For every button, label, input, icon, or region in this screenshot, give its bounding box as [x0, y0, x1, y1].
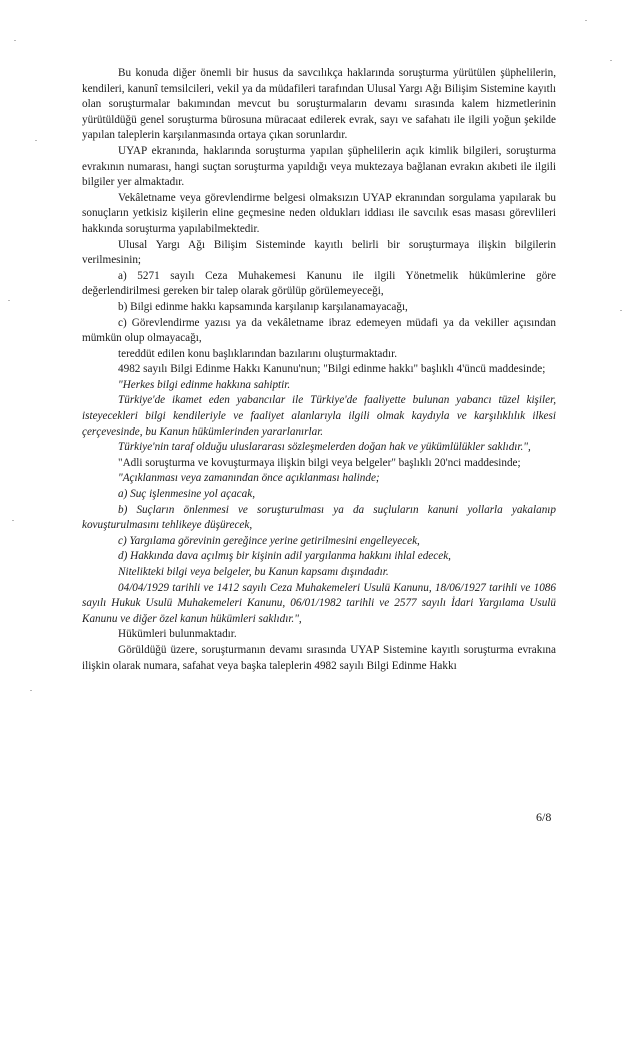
- scan-speck: [14, 40, 16, 41]
- paragraph-1: Bu konuda diğer önemli bir husus da savcılıkça haklarında soruşturma yürütülen şüphelilerin, kendileri, kanunî temsilcileri, vekil ya da müdafileri tarafından Ulusal Yargı Ağı Bilişim Sistemine kayıtlı olan soruşturmalar bakımından mevcut bu soruşturmaların devamı sırasında kalem hizmetlerinin yürütüldüğü genel soruşturma bürosuna müracaat edilerek evrak, sayı ve safahatı ile ilgili yoğun şekilde yapılan taleplerin karşılanmasında ortaya çıkan sorunlardır.: [82, 67, 556, 142]
- paragraph-3: Vekâletname veya görevlendirme belgesi olmaksızın UYAP ekranından sorgulama yapılarak bu sonuçların yetkisiz kişilerin eline geçmesine neden oldukları iddiası ile savcılık esas masası görevlileri hakkında soruşturma yapılabilmektedir.: [82, 191, 556, 235]
- quote-art20-line-laws: 04/04/1929 tarihli ve 1412 sayılı Ceza Muhakemeleri Usulü Kanunu, 18/06/1927 tarihli ve 1086 sayılı Hukuk Usulü Muhakemeleri Kanunu, 06/01/1982 tarihli ve 2577 sayılı İdari Yargılama Usulü Kanunu ve diğer özel kanun hükümleri saklıdır.",: [82, 581, 556, 625]
- scan-speck: [620, 310, 622, 311]
- paragraph-gorulduğu: Görüldüğü üzere, soruşturmanın devamı sırasında UYAP Sistemine kayıtlı soruşturma evrakına ilişkin olarak numara, safahat veya başka taleplerin 4982 sayılı Bilgi Edinme Hakkı: [82, 643, 556, 672]
- list-item-a: a) 5271 sayılı Ceza Muhakemesi Kanunu ile ilgili Yönetmelik hükümlerine göre değerlendirilmesi gereken bir talep olarak görülüp görülemeyeceği,: [82, 269, 556, 298]
- quote-art4-line1: "Herkes bilgi edinme hakkına sahiptir.: [118, 378, 291, 391]
- scan-speck: [8, 300, 10, 301]
- scan-speck: [12, 520, 14, 521]
- list-item-b: b) Bilgi edinme hakkı kapsamında karşılanıp karşılanamayacağı,: [118, 300, 408, 313]
- paragraph-conclusion: tereddüt edilen konu başlıklarından bazılarını oluşturmaktadır.: [118, 347, 397, 360]
- quote-art20-line-nitelik: Nitelikteki bilgi veya belgeler, bu Kanun kapsamı dışındadır.: [118, 566, 389, 578]
- quote-art20-item-b: b) Suçların önlenmesi ve soruşturulması ya da suçluların kanuni yollarla yakalanıp kovuşturulmasını tehlikeye düşürecek,: [82, 503, 556, 532]
- paragraph-art20-intro: "Adli soruşturma ve kovuşturmaya ilişkin bilgi veya belgeler" başlıklı 20'nci maddesinde;: [118, 456, 521, 469]
- list-item-c: c) Görevlendirme yazısı ya da vekâletname ibraz edemeyen müdafi ya da vekiller açısından mümkün olup olmayacağı,: [82, 316, 556, 345]
- quote-art20-line1: "Açıklanması veya zamanından önce açıklanması halinde;: [118, 472, 380, 485]
- quote-art20-item-d: d) Hakkında dava açılmış bir kişinin adil yargılanma hakkını ihlal edecek,: [118, 550, 451, 563]
- paragraph-4: Ulusal Yargı Ağı Bilişim Sisteminde kayıtlı belirli bir soruşturmaya ilişkin bilgilerin verilmesinin;: [82, 238, 556, 267]
- quote-art4-line3: Türkiye'nin taraf olduğu uluslararası sözleşmelerden doğan hak ve yükümlülükler saklıdır.",: [118, 441, 531, 454]
- paragraph-2: UYAP ekranında, haklarında soruşturma yapılan şüphelilerin açık kimlik bilgileri, soruşturma evrakının numarası, hangi suçtan soruşturma yapıldığı veya muktezaya bağlanan evrakın akıbeti ile ilgili bilgiler yer almaktadır.: [82, 144, 556, 189]
- quote-art4-line2: Türkiye'de ikamet eden yabancılar ile Türkiye'de faaliyette bulunan yabancı tüzel kişiler, isteyecekleri bilgi kendileriyle ve faaliyet alanlarıyla ilgili olmak kaydıyla ve karşılıklılık ilkesi çerçevesinde, bu Kanun hükümlerinden yararlanırlar.: [82, 394, 556, 438]
- paragraph-hukumleri: Hükümleri bulunmaktadır.: [118, 628, 237, 641]
- quote-art20-item-a: a) Suç işlenmesine yol açacak,: [118, 488, 255, 501]
- scan-speck: [610, 60, 612, 61]
- scan-speck: [585, 20, 587, 21]
- scan-speck: [30, 690, 32, 691]
- document-body: [82, 66, 556, 674]
- page-number: 6/8: [536, 810, 552, 824]
- scan-speck: [35, 140, 37, 141]
- paragraph-law-4982-art4-intro: 4982 sayılı Bilgi Edinme Hakkı Kanunu'nun; "Bilgi edinme hakkı" başlıklı 4'üncü maddesinde;: [118, 363, 546, 376]
- quote-art20-item-c: c) Yargılama görevinin gereğince yerine getirilmesini engelleyecek,: [118, 534, 420, 547]
